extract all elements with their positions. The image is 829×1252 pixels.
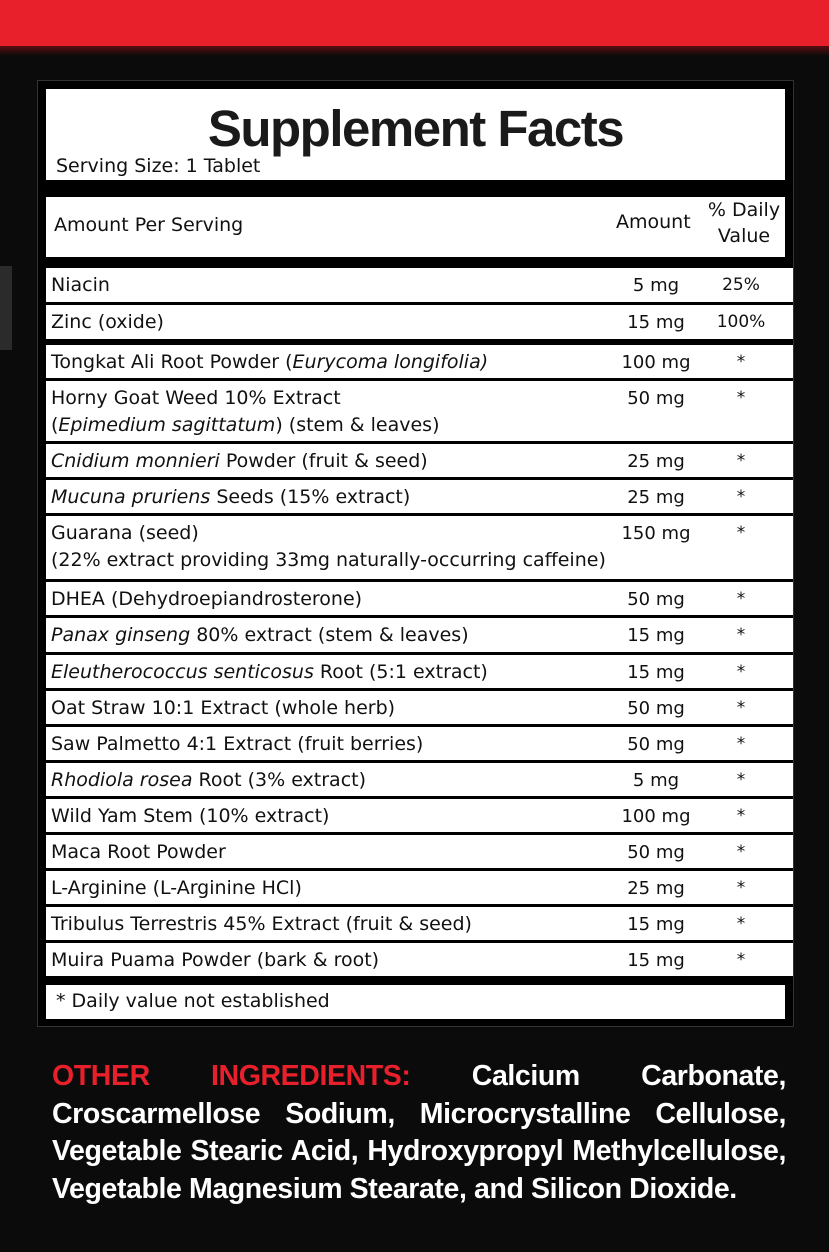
other-ingredients-label: OTHER INGREDIENTS: [52,1060,411,1092]
header-amount-per-serving: Amount Per Serving [54,214,244,236]
ingredient-amount: 15 mg [627,625,685,646]
other-ingredients-text: Calcium Carbonate, Croscarmellose Sodium, Microcrystalline Cellulose, Vegetable Stearic Acid, Hydroxypropyl Methylcellulose, Vegetable Magnesium Stearate, and Silicon Dioxide. [52,1060,786,1205]
ingredient-name: DHEA (Dehydroepiandrosterone) [51,588,363,610]
ingredient-daily-value: * [736,734,746,754]
ingredient-daily-value: * [736,662,746,682]
ingredient-daily-value: * [736,625,746,645]
ingredient-daily-value: * [736,388,746,408]
ingredient-name: Niacin [51,274,110,296]
ingredient-name: Mucuna pruriens Seeds (15% extract) [51,486,411,508]
ingredient-amount: 25 mg [627,878,685,899]
ingredient-daily-value: * [736,842,746,862]
serving-size: Serving Size: 1 Tablet [56,155,261,177]
ingredient-daily-value: * [736,806,746,826]
ingredient-name: Rhodiola rosea Root (3% extract) [51,769,367,791]
ingredient-amount: 100 mg [621,806,691,827]
top-red-bar [0,0,829,46]
other-ingredients [52,1058,786,1208]
ingredient-amount: 15 mg [627,312,685,333]
ingredient-daily-value: 100% [716,312,766,332]
ingredient-name: Zinc (oxide) [51,311,164,333]
ingredient-daily-value: * [736,770,746,790]
ingredient-name: Guarana (seed) (22% extract providing 33mg naturally-occurring caffeine) [51,522,606,571]
ingredient-daily-value: * [736,914,746,934]
ingredient-daily-value: 25% [722,275,760,295]
ingredient-row [46,582,793,615]
title-box [46,89,785,180]
ingredient-name: Eleutherococcus senticosus Root (5:1 extract) [51,661,488,683]
ingredient-row [46,381,793,441]
footnote-box [46,985,785,1019]
footnote: * Daily value not established [56,990,330,1012]
ingredient-amount: 50 mg [627,734,685,755]
ingredient-row [46,618,793,652]
header-daily-value-line1: % Daily [707,199,781,221]
ingredient-daily-value: * [736,487,746,507]
ingredient-daily-value: * [736,352,746,372]
ingredient-amount: 25 mg [627,451,685,472]
ingredient-row [46,943,793,976]
ingredient-row [46,691,793,724]
ingredient-name: Tongkat Ali Root Powder (Eurycoma longifolia) [51,351,489,373]
ingredient-amount: 50 mg [627,698,685,719]
ingredient-name: Wild Yam Stem (10% extract) [51,805,330,827]
ingredient-daily-value: * [736,878,746,898]
ingredient-row [46,480,793,513]
ingredient-row [46,907,793,940]
ingredient-name: L-Arginine (L-Arginine HCl) [51,877,302,899]
header-amount: Amount [616,211,691,233]
ingredient-row [46,444,793,477]
supplement-facts-panel [37,80,794,1027]
side-edge-mark [0,266,12,350]
ingredient-row [46,763,793,796]
ingredient-daily-value: * [736,589,746,609]
header-daily-value-line2: Value [717,225,771,247]
ingredient-name: Tribulus Terrestris 45% Extract (fruit & seed) [51,913,472,935]
ingredient-row [46,871,793,904]
ingredient-daily-value: * [736,950,746,970]
ingredient-amount: 5 mg [632,770,680,791]
ingredient-amount: 50 mg [627,388,685,409]
ingredient-amount: 5 mg [632,275,680,296]
ingredient-amount: 15 mg [627,662,685,683]
ingredient-name: Saw Palmetto 4:1 Extract (fruit berries) [51,733,424,755]
ingredient-name: Maca Root Powder [51,841,226,863]
ingredient-row [46,345,793,378]
vitamin-row [46,305,793,339]
ingredient-name: Cnidium monnieri Powder (fruit & seed) [51,450,428,472]
ingredient-amount: 15 mg [627,914,685,935]
header-daily-value [704,197,784,249]
ingredient-name: Panax ginseng 80% extract (stem & leaves) [51,624,469,646]
ingredient-daily-value: * [736,451,746,471]
ingredient-row [46,835,793,868]
ingredient-daily-value: * [736,698,746,718]
ingredient-row [46,799,793,832]
ingredient-amount: 150 mg [621,523,691,544]
ingredient-amount: 50 mg [627,842,685,863]
ingredient-row [46,516,793,579]
column-header [46,197,785,257]
ingredient-amount: 50 mg [627,589,685,610]
ingredient-name: Oat Straw 10:1 Extract (whole herb) [51,697,396,719]
ingredient-amount: 100 mg [621,352,691,373]
page-title: Supplement Facts [207,100,624,157]
ingredient-amount: 15 mg [627,950,685,971]
ingredient-name: Muira Puama Powder (bark & root) [51,949,380,971]
vitamin-row [46,268,793,302]
ingredient-row [46,727,793,760]
ingredient-daily-value: * [736,523,746,543]
top-bar-shadow [0,46,829,56]
ingredient-amount: 25 mg [627,487,685,508]
ingredient-name: Horny Goat Weed 10% Extract (Epimedium sagittatum) (stem & leaves) [51,387,440,436]
ingredient-row [46,655,793,688]
